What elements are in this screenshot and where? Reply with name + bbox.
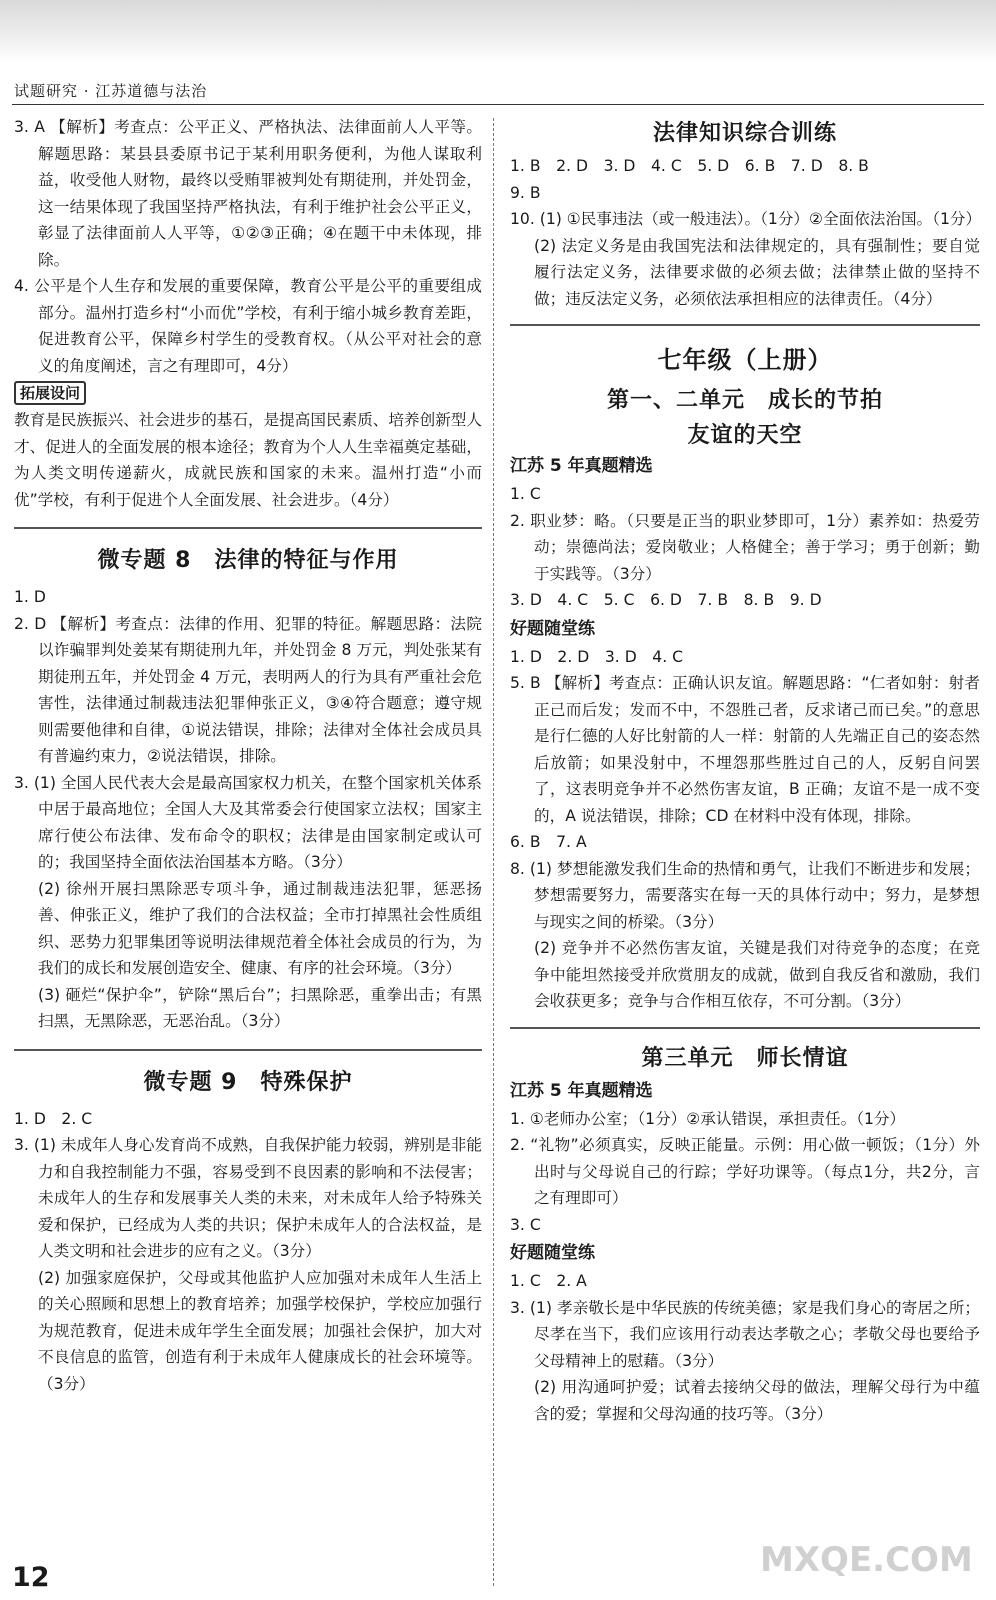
answer-4: 4. 公平是个人生存和发展的重要保障，教育公平是公平的重要组成部分。温州打造乡村“小而优”学校，有利于缩小城乡教育差距，促进教育公平，保障乡村学生的受教育权。（从公平对社会的意义的角度阐述，言之有理即可，4分） [14,277,482,375]
unit-1-2-title: 第一、二单元 成长的节拍 [606,388,883,413]
practice-answer-8-part1: 8. (1) 梦想能激发我们生命的热情和勇气，让我们不断进步和发展；梦想需要努力，需要落实在每一天的具体行动中；努力，是梦想与现实之间的桥梁。（3分） [510,859,980,931]
topic-9-answer-3-part1: 3. (1) 未成年人身心发育尚不成熟，自我保护能力较弱，辨别是非能力和自我控制能力不强，容易受到不良因素的影响和不法侵害；未成年人的生存和发展事关人类的未来，对未成年人给予特殊关爱和保护，已经成为人类的共识；保护未成年人的合法权益，是人类文明和社会进步的应有之义。（3分） [14,1136,482,1260]
friend-answer-1: 1. C [510,485,541,503]
practice-answers-1-4: 1. D 2. D 3. D 4. C [510,647,684,666]
unit3-practice-answer-3-part2: (2) 用沟通呵护爱；试着去接纳父母的做法，理解父母行为中蕴含的爱；掌握和父母沟通的技巧等。（3分） [534,1378,980,1423]
jiangsu-5yr-heading-2: 江苏 5 年真题精选 [510,1080,653,1101]
section-rule [14,527,482,529]
unit3-practice-answer-3-part1: 3. (1) 孝亲敬长是中华民族的传统美德；家是我们身心的寄居之所；尽孝在当下，我们应该用行动表达孝敬之心；孝敬父母也要给予父母精神上的慰藉。（3分） [510,1298,980,1370]
topic-8-answer-3-part3: (3) 砸烂“保护伞”，铲除“黑后台”；扫黑除恶，重拳出击；有黑扫黑，无黑除恶，无恶治乱。（3分） [38,985,482,1030]
header-rule [12,104,984,105]
answer-3: 3. A 【解析】考查点：公平正义、严格执法、法律面前人人平等。解题思路：某县县委原书记于某利用职务便利，为他人谋取利益，收受他人财物，最终以受贿罪被判处有期徒刑，并处罚金，这一结果体现了我国坚持严格执法，有利于维护社会公平正义，彰显了法律面前人人平等，①②③正确；④在题干中未体现，排除。 [14,118,482,269]
friend-answers-3-9: 3. D 4. C 5. C 6. D 7. B 8. B 9. D [510,591,822,609]
jiangsu-5yr-heading: 江苏 5 年真题精选 [510,456,653,476]
topic-9-answers-1-2: 1. D 2. C [14,1109,93,1128]
friendship-title: 友谊的天空 [687,423,803,448]
unit3-answer-1: 1. ①老师办公室；（1分）②承认错误，承担责任。（1分） [510,1109,906,1128]
watermark: MXQE.COM [760,1540,973,1580]
friend-answer-2: 2. 职业梦：略。（只要是正当的职业梦即可，1分）素养如：热爱劳动；崇德尚法；爱岗敬业；人格健全；善于学习；勇于创新；勤于实践等。（3分） [510,511,980,583]
unit3-answer-3: 3. C [510,1215,541,1234]
unit3-practice-answers-1-2: 1. C 2. A [510,1272,587,1290]
section-rule [510,324,980,326]
topic-8-answer-3-part2: (2) 徐州开展扫黑除恶专项斗争，通过制裁违法犯罪，惩恶扬善、伸张正义，维护了我们的合法权益；全市打掉黑社会性质组织、恶势力犯罪集团等说明法律规范着全体社会成员的行为，为我们的成长和发展创造安全、健康、有序的社会环境。（3分） [38,879,482,977]
law-answers-1-8: 1. B 2. D 3. D 4. C 5. D 6. B 7. D 8. B [510,157,869,175]
topic-8-answer-3-part1: 3. (1) 全国人民代表大会是最高国家权力机关，在整个国家机关体系中居于最高地位；全国人大及其常委会行使国家立法权；国家主席行使公布法律、发布命令的职权；法律是由国家制定或认可的；我国坚持全面依法治国基本方略。（3分） [14,773,482,871]
topic-8-answer-2: 2. D 【解析】考查点：法律的作用、犯罪的特征。解题思路：法院以诈骗罪判处姜某有期徒刑九年，并处罚金 8 万元，判处张某有期徒刑五年，并处罚金 4 万元，表明两人的行为具有严重社会危害性，法律通过制裁违法犯罪伸张正义，③④符合题意；遵守规则需要他律和自律，①说法错误，排除；法律对全体社会成员具有普遍约束力，②说法错误，排除。 [14,614,482,765]
practice-answer-8-part2: (2) 竞争并不必然伤害友谊，关键是我们对待竞争的态度；在竞争中能坦然接受并欣赏朋友的成就，做到自我反省和激励，我们会收获更多；竞争与合作相互依存，不可分割。（3分） [534,939,980,1010]
law-answer-9: 9. B [510,183,541,202]
page-number: 12 [12,1562,50,1593]
unit3-answer-2: 2. “礼物”必须真实，反映正能量。示例：用心做一顿饭；（1分）外出时与父母说自己的行踪；学好功课等。（每点1分，共2分，言之有理即可） [510,1136,980,1207]
practice-answers-6-7: 6. B 7. A [510,833,587,851]
topic-8-answer-1: 1. D [14,588,46,606]
right-column [510,112,980,1427]
topic-9-title: 微专题 9 特殊保护 [143,1069,353,1095]
practice-answer-5: 5. B 【解析】考查点：正确认识友谊。解题思路：“仁者如射：射者正己而后发；发而不中，不怨胜己者，反求诸己而已矣。”的意思是行仁德的人好比射箭的人一样：射箭的人先端正自己的姿态然后放箭；如果没射中，不埋怨那些胜过自己的人，反躬自问罢了，这表明竞争并不必然伤害友谊，B 正确；友谊不是一成不变的，A 说法错误，排除；CD 在材料中没有体现，排除。 [510,674,980,825]
section-rule [510,1027,980,1029]
practice-heading-2: 好题随堂练 [510,1243,595,1263]
unit-3-title: 第三单元 师长情谊 [641,1045,849,1071]
practice-heading: 好题随堂练 [510,618,595,639]
extension-tag: 拓展设问 [14,381,86,405]
grade-title: 七年级（上册） [657,346,833,374]
section-rule [14,1049,482,1051]
topic-8-title: 微专题 8 法律的特征与作用 [97,548,399,573]
topic-9-answer-3-part2: (2) 加强家庭保护，父母或其他监护人应加强对未成年人生活上的关心照顾和思想上的教育培养；加强学校保护，学校应加强行为规范教育，促进未成年学生全面发展；加强社会保护，加大对不良信息的监管，创造有利于未成年人健康成长的社会环境等。（3分） [38,1268,482,1393]
left-column [14,112,482,1397]
law-training-title: 法律知识综合训练 [652,121,837,146]
column-divider [493,118,494,1586]
law-answer-10-part1: 10. (1) ①民事违法（或一般违法）。（1分）②全面依法治国。（1分） [510,210,982,228]
law-answer-10-part2: (2) 法定义务是由我国宪法和法律规定的，具有强制性；要自觉履行法定义务，法律要求做的必须去做；法律禁止做的坚持不做；违反法定义务，必须依法承担相应的法律责任。（4分） [534,236,980,308]
extension-answer: 教育是民族振兴、社会进步的基石，是提高国民素质、培养创新型人才、促进人的全面发展的根本途径；教育为个人人生幸福奠定基础，为人类文明传递薪火，成就民族和国家的未来。温州打造“小而优”学校，有利于促进个人全面发展、社会进步。（4分） [14,411,482,509]
scan-top-edge [0,0,996,62]
running-header: 试题研究 · 江苏道德与法治 [14,82,208,100]
